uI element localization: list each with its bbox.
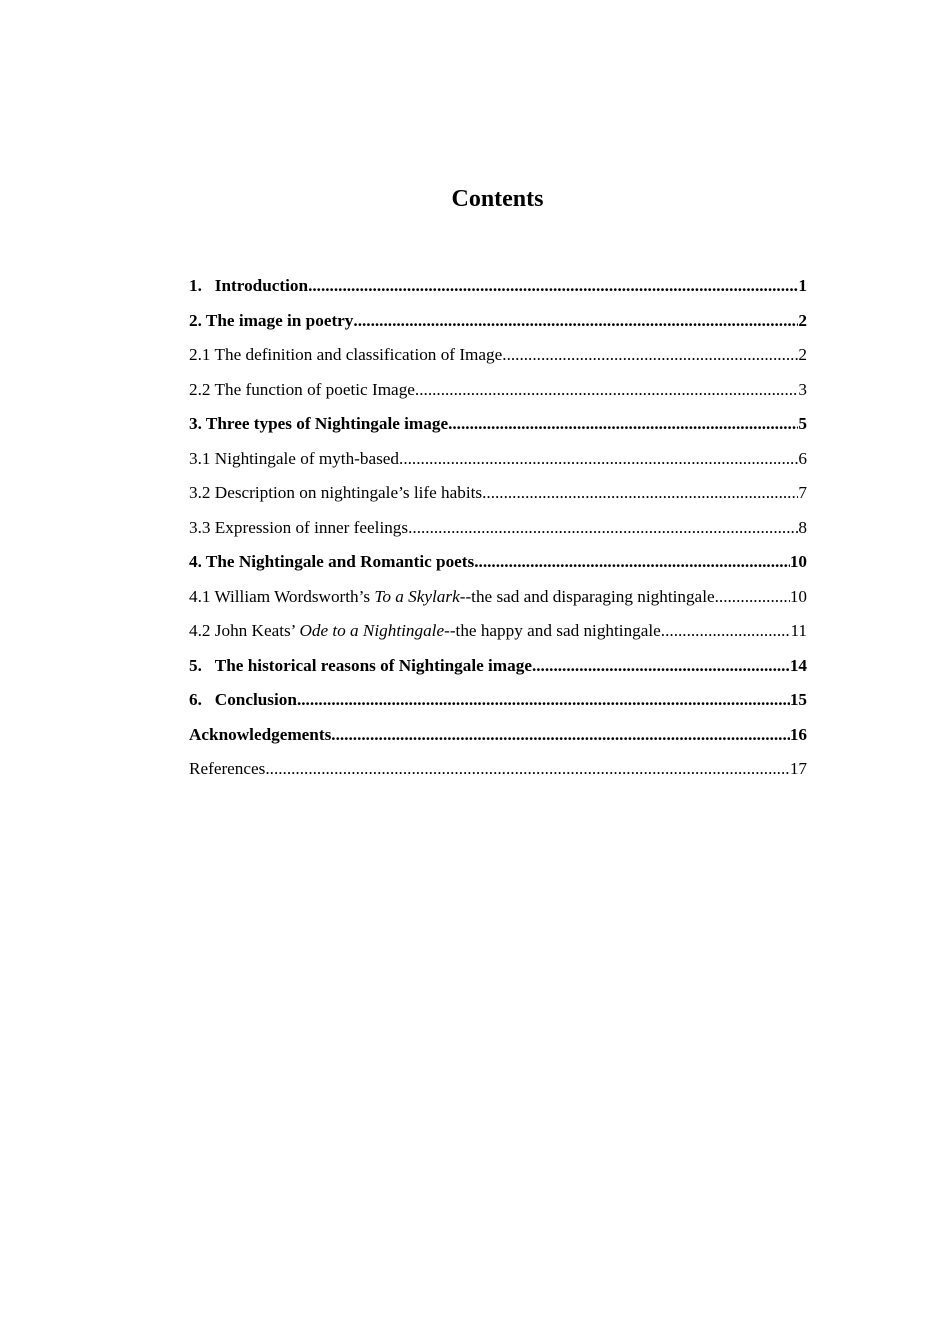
toc-page-number: 11 (790, 621, 807, 640)
toc-dot-leader (408, 516, 798, 540)
toc-page-number: 14 (789, 655, 807, 675)
toc-entry-number: 1. (189, 276, 202, 295)
toc-entry-title: 3. Three types of Nightingale image (189, 414, 449, 433)
toc-dot-leader (353, 309, 798, 333)
toc-page-number: 5 (798, 414, 807, 433)
toc-entry-title: 2. The image in poetry (189, 310, 354, 330)
toc-page-number: 10 (789, 552, 807, 571)
toc-entry-text (189, 274, 308, 298)
toc-page-number: 7 (798, 483, 807, 502)
toc-dot-leader (502, 343, 798, 367)
toc-page-number: 6 (798, 448, 807, 468)
toc-entry-title: Conclusion (214, 690, 297, 709)
toc-entry-title: 4. The Nightingale and Romantic poets (189, 552, 475, 571)
toc-entry-romantic-poets[interactable] (189, 550, 807, 585)
toc-entry-life-habits[interactable] (189, 481, 807, 516)
toc-entry-work-title: To a Skylark (374, 586, 460, 606)
toc-page-number: 10 (789, 586, 807, 606)
toc-entry-inner-feelings[interactable] (189, 516, 807, 551)
toc-entry-definition-classification[interactable] (189, 343, 807, 378)
toc-page-number: 3 (798, 379, 807, 399)
toc-entry-title: Acknowledgements (189, 724, 332, 744)
toc-entry-image-in-poetry[interactable] (189, 309, 807, 344)
toc-dot-leader (532, 654, 790, 678)
toc-entry-title: 2.1 The definition and classification of Image (189, 345, 503, 364)
toc-entry-number: 6. (189, 690, 202, 709)
toc-entry-title-start: 4.1 William Wordsworth’s (189, 586, 375, 606)
toc-entry-title: 3.3 Expression of inner feelings (189, 517, 409, 537)
toc-entry-text (189, 688, 297, 712)
toc-dot-leader (415, 378, 798, 402)
toc-dot-leader (331, 723, 790, 747)
toc-page-number: 2 (798, 345, 807, 364)
toc-entry-three-types[interactable] (189, 412, 807, 447)
toc-dot-leader (661, 619, 791, 643)
toc-entry-title: Introduction (214, 276, 309, 295)
toc-entry-historical-reasons[interactable] (189, 654, 807, 689)
toc-entry-title: References (189, 759, 266, 778)
toc-dot-leader (265, 757, 789, 781)
toc-entry-references[interactable] (189, 757, 807, 792)
toc-entry-text (189, 585, 719, 609)
toc-entry-myth-based[interactable] (189, 447, 807, 482)
toc-entry-text (189, 654, 532, 678)
toc-entry-keats[interactable] (189, 619, 807, 654)
toc-dot-leader (448, 412, 798, 436)
table-of-contents (189, 274, 807, 792)
toc-entry-title: 3.2 Description on nightingale’s life habits (189, 483, 483, 502)
toc-entry-text (189, 619, 661, 643)
toc-dot-leader (399, 447, 798, 471)
toc-dot-leader (474, 550, 790, 574)
toc-entry-introduction[interactable] (189, 274, 807, 309)
toc-entry-title: The historical reasons of Nightingale image (214, 655, 532, 675)
toc-page-number: 15 (789, 690, 807, 709)
toc-entry-conclusion[interactable] (189, 688, 807, 723)
toc-entry-title: 2.2 The function of poetic Image (189, 379, 415, 399)
toc-dot-leader (297, 688, 790, 712)
page-title: Contents (451, 186, 544, 212)
toc-page-number: 1 (798, 276, 807, 295)
toc-dot-leader (482, 481, 798, 505)
toc-entry-title: 3.1 Nightingale of myth-based (189, 448, 400, 468)
toc-page-number: 17 (789, 759, 807, 778)
toc-entry-title-end: --the sad and disparaging nightingale. (459, 586, 719, 606)
toc-entry-work-title: Ode to a Nightingale (299, 621, 445, 640)
toc-entry-title-end: --the happy and sad nightingale (444, 621, 661, 640)
toc-page-number: 8 (798, 517, 807, 537)
toc-page-number: 2 (798, 310, 807, 330)
toc-entry-number: 5. (189, 655, 202, 675)
toc-entry-title-start: 4.2 John Keats’ (189, 621, 300, 640)
toc-page-number: 16 (789, 724, 807, 744)
toc-dot-leader (719, 585, 790, 609)
toc-entry-acknowledgements[interactable] (189, 723, 807, 758)
toc-entry-wordsworth[interactable] (189, 585, 807, 620)
toc-entry-function-poetic-image[interactable] (189, 378, 807, 413)
toc-dot-leader (308, 274, 798, 298)
